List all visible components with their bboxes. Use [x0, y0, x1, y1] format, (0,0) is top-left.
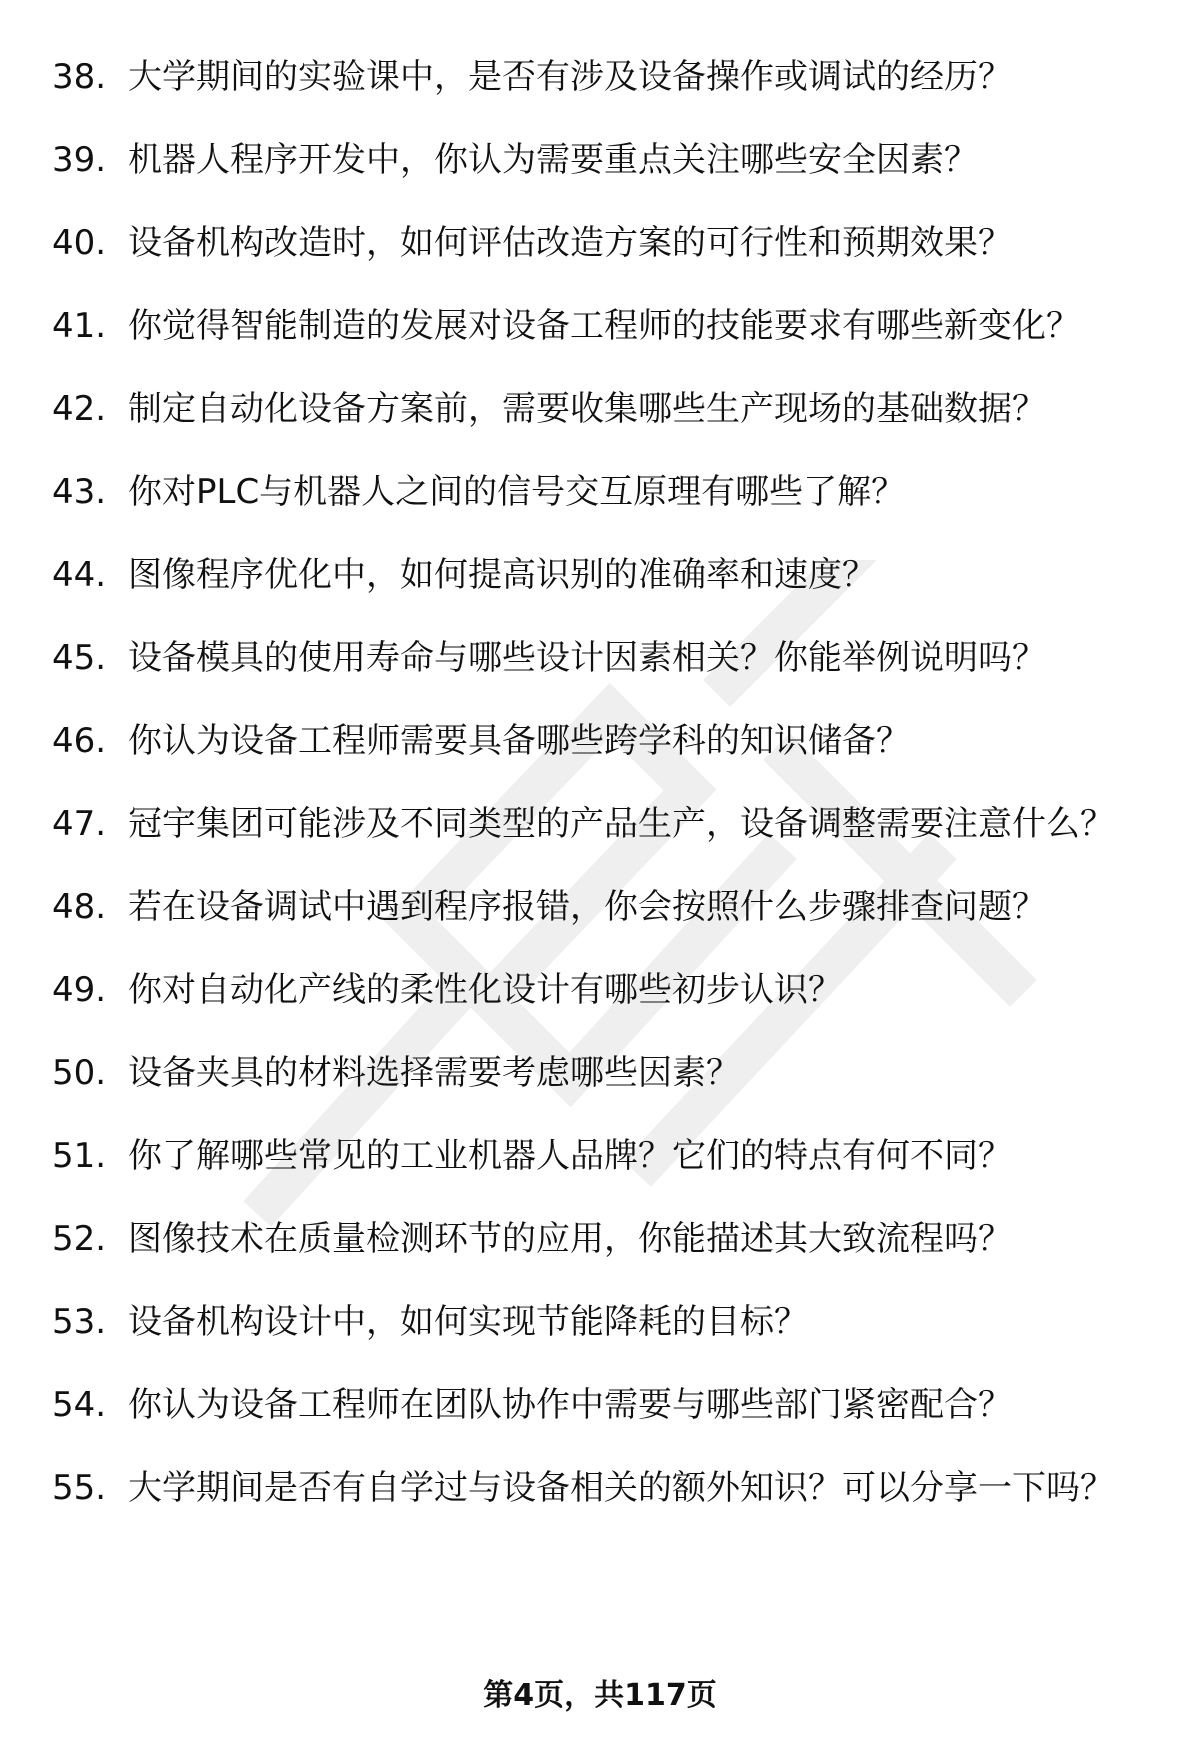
question-text: 你对PLC与机器人之间的信号交互原理有哪些了解？ — [128, 472, 906, 512]
page-footer: 第4页，共117页 — [483, 1678, 717, 1713]
question-text: 大学期间是否有自学过与设备相关的额外知识？可以分享一下吗？ — [128, 1468, 1114, 1508]
question-item — [52, 222, 1162, 265]
question-text: 你觉得智能制造的发展对设备工程师的技能要求有哪些新变化？ — [128, 306, 1080, 346]
question-number: 45. — [52, 638, 107, 678]
question-number: 47. — [52, 804, 107, 844]
question-number: 39. — [52, 140, 107, 180]
question-text: 你认为设备工程师在团队协作中需要与哪些部门紧密配合？ — [128, 1385, 1012, 1425]
question-item — [52, 1467, 1162, 1510]
question-item — [52, 388, 1162, 431]
question-item — [52, 1052, 1162, 1095]
question-text: 设备机构设计中，如何实现节能降耗的目标？ — [128, 1302, 808, 1342]
question-text: 你认为设备工程师需要具备哪些跨学科的知识储备？ — [128, 721, 910, 761]
question-number: 52. — [52, 1219, 107, 1259]
question-text: 大学期间的实验课中，是否有涉及设备操作或调试的经历？ — [128, 57, 1012, 97]
question-item — [52, 637, 1162, 680]
question-item — [52, 803, 1162, 846]
question-item — [52, 1301, 1162, 1344]
question-text: 你对自动化产线的柔性化设计有哪些初步认识？ — [128, 970, 842, 1010]
question-item — [52, 471, 1162, 514]
question-number: 41. — [52, 306, 107, 346]
question-text: 设备机构改造时，如何评估改造方案的可行性和预期效果？ — [128, 223, 1012, 263]
question-text: 设备夹具的材料选择需要考虑哪些因素？ — [128, 1053, 740, 1093]
question-number: 50. — [52, 1053, 107, 1093]
question-text: 图像技术在质量检测环节的应用，你能描述其大致流程吗？ — [128, 1219, 1012, 1259]
question-item — [52, 1218, 1162, 1261]
question-number: 54. — [52, 1385, 107, 1425]
question-item — [52, 1135, 1162, 1178]
question-number: 42. — [52, 389, 107, 429]
question-item — [52, 720, 1162, 763]
question-number: 40. — [52, 223, 107, 263]
question-text: 机器人程序开发中，你认为需要重点关注哪些安全因素？ — [128, 140, 978, 180]
question-number: 53. — [52, 1302, 107, 1342]
question-number: 51. — [52, 1136, 107, 1176]
question-number: 46. — [52, 721, 107, 761]
question-number: 38. — [52, 57, 107, 97]
question-item — [52, 969, 1162, 1012]
question-list — [52, 56, 1162, 1550]
question-item — [52, 554, 1162, 597]
question-number: 48. — [52, 887, 107, 927]
question-number: 49. — [52, 970, 107, 1010]
question-item — [52, 139, 1162, 182]
question-text: 设备模具的使用寿命与哪些设计因素相关？你能举例说明吗？ — [128, 638, 1046, 678]
question-number: 55. — [52, 1468, 107, 1508]
question-text: 你了解哪些常见的工业机器人品牌？它们的特点有何不同？ — [128, 1136, 1012, 1176]
question-text: 冠宇集团可能涉及不同类型的产品生产，设备调整需要注意什么？ — [128, 804, 1114, 844]
question-text: 若在设备调试中遇到程序报错，你会按照什么步骤排查问题？ — [128, 887, 1046, 927]
question-text: 制定自动化设备方案前，需要收集哪些生产现场的基础数据？ — [128, 389, 1046, 429]
question-item — [52, 56, 1162, 99]
question-item — [52, 886, 1162, 929]
question-number: 44. — [52, 555, 107, 595]
question-item — [52, 305, 1162, 348]
question-text: 图像程序优化中，如何提高识别的准确率和速度？ — [128, 555, 876, 595]
question-number: 43. — [52, 472, 107, 512]
question-item — [52, 1384, 1162, 1427]
